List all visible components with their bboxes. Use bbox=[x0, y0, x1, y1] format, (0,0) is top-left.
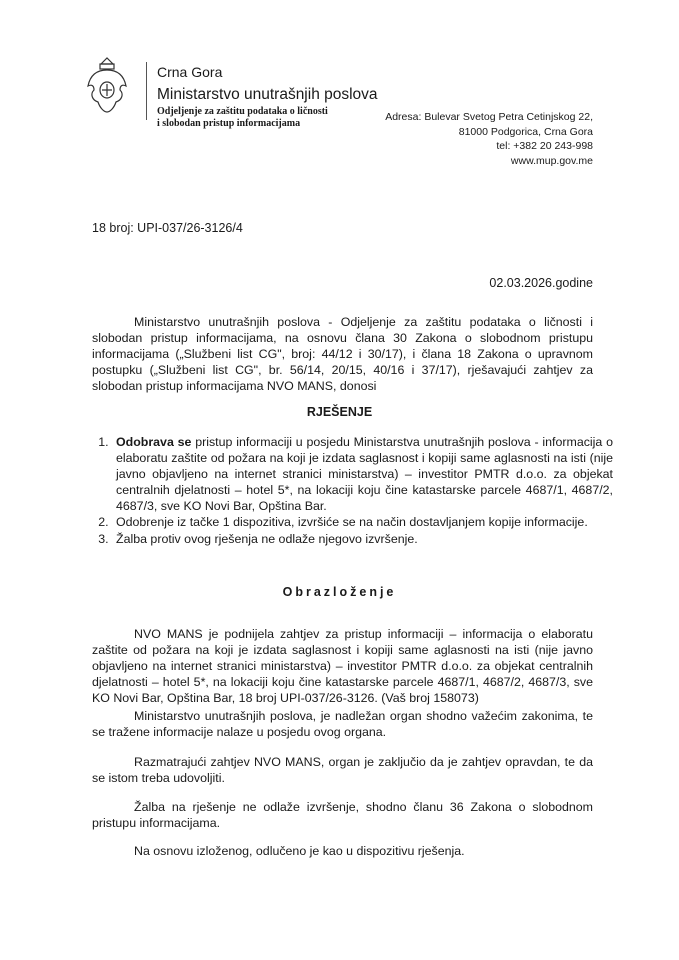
decision-item-text: Odobrenje iz tačke 1 dispozitiva, izvršiće se na način dostavljanjem kopije informacije. bbox=[116, 515, 588, 530]
reasoning-paragraph: Žalba na rješenje ne odlaže izvršenje, shodno članu 36 Zakona o slobodnom pristupu informacijama. bbox=[92, 800, 593, 831]
address-line-1: Adresa: Bulevar Svetog Petra Cetinjskog 22, bbox=[385, 111, 593, 123]
decision-item bbox=[112, 434, 613, 514]
document-date: 02.03.2026.godine bbox=[489, 276, 593, 290]
decision-item-text: Žalba protiv ovog rješenja ne odlaže njegovo izvršenje. bbox=[116, 531, 418, 546]
decision-item-bold: Odobrava se bbox=[116, 435, 192, 449]
reasoning-paragraph: Na osnovu izloženog, odlučeno je kao u dispozitivu rješenja. bbox=[134, 844, 465, 858]
reasoning-paragraph: Ministarstvo unutrašnjih poslova, je nadležan organ shodno važećim zakonima, te se tražene informacije nalaze u posjedu ovog organa. bbox=[92, 709, 593, 740]
intro-paragraph: Ministarstvo unutrašnjih poslova - Odjeljenje za zaštitu podataka o ličnosti i slobodan pristup informacijama, na osnovu člana 30 Zakona o slobodnom pristupu informacijama („Službeni list CG", broj: 44/12 i 30/17), i člana 18 Zakona o upravnom postupku („Službeni list CG", br. 56/14, 20/15, 40/16 i 37/17), rješavajući zahtjev za slobodan pristup informacijama NVO MANS, donosi bbox=[92, 315, 593, 394]
contact-block bbox=[385, 110, 593, 168]
ministry-name: Ministarstvo unutrašnjih poslova bbox=[157, 86, 378, 103]
decision-title: RJEŠENJE bbox=[306, 405, 373, 419]
department-name bbox=[157, 106, 328, 130]
reference-number: 18 broj: UPI-037/26-3126/4 bbox=[92, 221, 243, 235]
department-line-2: i slobodan pristup informacijama bbox=[157, 118, 301, 129]
phone: tel: +382 20 243-998 bbox=[496, 140, 593, 152]
coat-of-arms-logo bbox=[86, 56, 128, 114]
reasoning-paragraph: NVO MANS je podnijela zahtjev za pristup informaciji – informacija o elaboratu zaštite od požara na koji je izdata saglasnost i kopiji same aglasnosti na isti (nije javno objavljeno na internet stranici ministarstva) – investitor PMTR d.o.o. za objekat centralnih djelatnosti – hotel 5*, na lokaciji koju čine katastarske parcele 4687/1, 4687/2, 4687/3, sve KO Novi Bar, Opština Bar, 18 broj UPI-037/26-3126. (Vaš broj 158073) bbox=[92, 627, 593, 706]
reasoning-title: Obrazloženje bbox=[282, 585, 397, 599]
decision-list bbox=[92, 434, 613, 547]
decision-item bbox=[112, 531, 613, 547]
country-name: Crna Gora bbox=[157, 64, 223, 80]
department-line-1: Odjeljenje za zaštitu podataka o ličnosti bbox=[157, 106, 328, 117]
website: www.mup.gov.me bbox=[510, 154, 593, 167]
address-line-2: 81000 Podgorica, Crna Gora bbox=[458, 125, 593, 138]
decision-item bbox=[112, 514, 613, 530]
letterhead-divider bbox=[146, 62, 147, 120]
decision-item-text: pristup informaciji u posjedu Ministarstva unutrašnjih poslova - informacija o elaboratu zaštite od požara na koji je izdata saglasnost i kopiji same aglasnosti na isti (nije javno objavljeno na internet stranici ministarstva) – investitor PMTR d.o.o. za objekat centralnih djelatnosti – hotel 5*, na lokaciji koju čine katastarske parcele 4687/1, 4687/2, 4687/3, sve KO Novi Bar, Opština Bar. bbox=[116, 435, 613, 514]
reasoning-paragraph: Razmatrajući zahtjev NVO MANS, organ je zaključio da je zahtjev opravdan, te da se istom treba udovoljiti. bbox=[92, 755, 593, 786]
